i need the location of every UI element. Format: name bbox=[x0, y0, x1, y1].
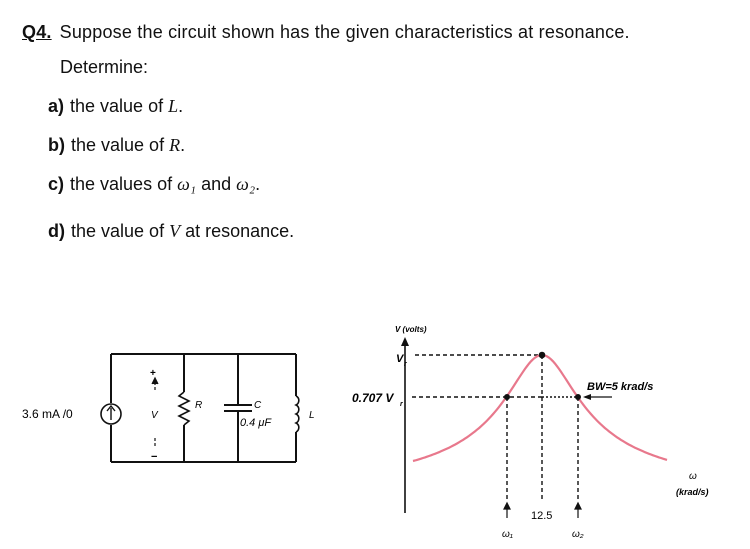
resistor-icon bbox=[179, 392, 189, 425]
y-axis-arrow-icon bbox=[401, 337, 409, 346]
source-label: 3.6 mA /0 bbox=[22, 407, 73, 421]
part-c-symbol-1: ω₁ bbox=[177, 174, 197, 194]
bw-label: BW=5 krad/s bbox=[587, 381, 654, 393]
inductor-icon bbox=[296, 396, 299, 432]
half-power-label: 0.707 V bbox=[352, 391, 394, 405]
part-d-symbol: V bbox=[169, 221, 181, 241]
w1-label: ω₁ bbox=[502, 529, 513, 540]
capacitor-label: C bbox=[254, 400, 262, 411]
vr-subscript: r bbox=[404, 361, 407, 368]
w2-point bbox=[575, 394, 581, 400]
w1-point bbox=[504, 394, 510, 400]
part-d-end: at resonance. bbox=[180, 221, 295, 241]
w2-label: ω₂ bbox=[572, 529, 584, 540]
half-power-subscript: r bbox=[400, 401, 403, 408]
center-value: 12.5 bbox=[531, 510, 553, 522]
w2-tick-arrow-icon bbox=[575, 503, 581, 509]
plus-sign: + bbox=[150, 368, 156, 379]
capacitor-value: 0.4 μF bbox=[240, 417, 272, 429]
bw-arrow-icon bbox=[583, 394, 591, 400]
x-axis-unit: (krad/s) bbox=[676, 487, 709, 497]
part-b-end: . bbox=[180, 135, 186, 155]
peak-point bbox=[539, 352, 546, 359]
part-d-text: the value of bbox=[71, 221, 170, 241]
x-axis-symbol: ω bbox=[689, 471, 697, 482]
part-a-symbol: L bbox=[168, 96, 179, 116]
part-a-label: a) bbox=[48, 96, 65, 116]
part-b-label: b) bbox=[48, 135, 65, 155]
part-c-and: and bbox=[196, 174, 237, 194]
part-c-text: the values of bbox=[70, 174, 178, 194]
inductor-label: L bbox=[309, 410, 315, 421]
resonance-curve bbox=[413, 355, 667, 461]
determine-label: Determine: bbox=[60, 57, 149, 77]
w1-tick-arrow-icon bbox=[504, 503, 510, 509]
part-c-symbol-2: ω₂ bbox=[236, 174, 256, 194]
part-c-label: c) bbox=[48, 174, 65, 194]
vr-label: V bbox=[396, 353, 404, 365]
capacitor-icon bbox=[224, 405, 252, 411]
minus-sign: − bbox=[151, 451, 158, 463]
part-b-text: the value of bbox=[71, 135, 170, 155]
part-d-label: d) bbox=[48, 221, 65, 241]
part-c-end: . bbox=[255, 174, 261, 194]
question-number: Q4. bbox=[22, 22, 52, 42]
part-b-symbol: R bbox=[169, 135, 181, 155]
voltage-label: V bbox=[151, 410, 158, 421]
resistor-label: R bbox=[195, 400, 203, 411]
current-source-icon bbox=[101, 404, 121, 424]
part-a-end: . bbox=[178, 96, 184, 116]
question-intro: Suppose the circuit shown has the given characteristics at resonance. bbox=[59, 22, 630, 42]
y-axis-label: V (volts) bbox=[395, 325, 427, 334]
resonance-graph bbox=[401, 337, 667, 518]
part-a-text: the value of bbox=[70, 96, 169, 116]
